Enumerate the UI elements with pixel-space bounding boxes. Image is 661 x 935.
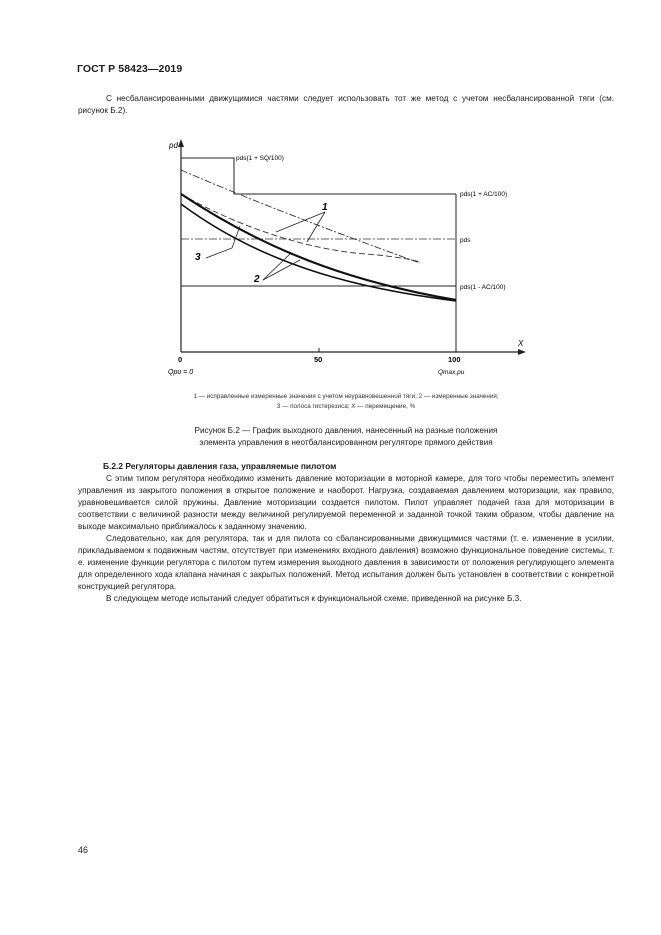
level-upper-label: pds(1 + AC/100) bbox=[460, 191, 508, 198]
x-axis-arrow bbox=[518, 349, 526, 355]
intro-paragraph: С несбалансированными движущимися частями следует использовать тот же метод с учетом несбалансированной тяги (см. рисунок Б.2). bbox=[78, 94, 614, 115]
curve-label-2: 2 bbox=[254, 274, 260, 285]
y-axis-arrow bbox=[178, 139, 184, 147]
leader-2b bbox=[263, 260, 300, 280]
level-mid-label: pds bbox=[460, 237, 471, 244]
level-lower-label: pds(1 - AC/100) bbox=[460, 284, 506, 291]
output-pressure-figure bbox=[150, 130, 550, 385]
figure-legend bbox=[78, 392, 614, 412]
section-paragraph-3: В следующем методе испытаний следует обратиться к функциональной схеме, приведенной на рисунке Б.3. bbox=[106, 594, 522, 603]
curve-label-3: 3 bbox=[195, 252, 201, 263]
page-number: 46 bbox=[78, 845, 89, 855]
x-axis-label: X bbox=[518, 339, 524, 348]
figure-caption bbox=[78, 425, 614, 449]
curve-label-1: 1 bbox=[322, 202, 328, 213]
caption-line-1: Рисунок Б.2 — График выходного давления, нанесенный на разные положения bbox=[194, 426, 498, 435]
section-title: Б.2.2 Регуляторы давления газа, управляемые пилотом bbox=[103, 461, 337, 471]
section-paragraph-2: Следовательно, как для регулятора, так и для пилота со сбалансированными движущимися частями (т. е. изменение в усилии, прикладываемом к подвижным частям, отсутствует при изменениях входного давления) возможно функциональное поведение системы, т. е. изменение функции регулятора с пилотом путем измерения выходного давления в зависимости от положения регулирующего элемента для определенного хода клапана начиная с закрытых положений. Метод испытания должен быть установлен в соответствии с конкретной конструкцией регулятора. bbox=[78, 534, 614, 591]
x-tick-50-label: 50 bbox=[314, 355, 323, 364]
section-body bbox=[78, 473, 614, 605]
level-upper-left-label: pds(1 + SQ/100) bbox=[236, 155, 284, 162]
frame-top bbox=[181, 158, 456, 194]
legend-line-2: 3 — полоса гистерезиса; X — перемещение, % bbox=[276, 403, 416, 410]
legend-line-1: 1 — исправленные измеренные значения с учетом неуравновешенной тяги; 2 — измеренные значения; bbox=[193, 393, 499, 400]
x-start-label: Qpu = 0 bbox=[168, 369, 194, 376]
x-end-label: Qmax,pu bbox=[438, 369, 465, 376]
leader-1a bbox=[276, 212, 325, 232]
y-axis-label: pd bbox=[169, 141, 178, 150]
caption-line-2: элемента управления в неотбалансированном регуляторе прямого действия bbox=[199, 438, 493, 447]
section-paragraph-1: С этим типом регулятора необходимо изменить давление моторизации в моторной камере, для того чтобы переместить элемент управления из закрытого положения в открытое положение и наоборот. Нагрузка, создаваемая давлением моторизации, как правило, уравновешивается силой пружины. Давление моторизации создается пилотом. Пилот управляет подачей газа для моторизации в соответствии с величиной разности между величиной регулируемой переменной и заданной точкой таким образом, чтобы давление на выходе максимально приближалось к заданному значению. bbox=[78, 474, 614, 531]
x-tick-0-label: 0 bbox=[178, 355, 183, 364]
x-tick-100-label: 100 bbox=[448, 355, 461, 364]
document-header: ГОСТ Р 58423—2019 bbox=[77, 63, 183, 75]
